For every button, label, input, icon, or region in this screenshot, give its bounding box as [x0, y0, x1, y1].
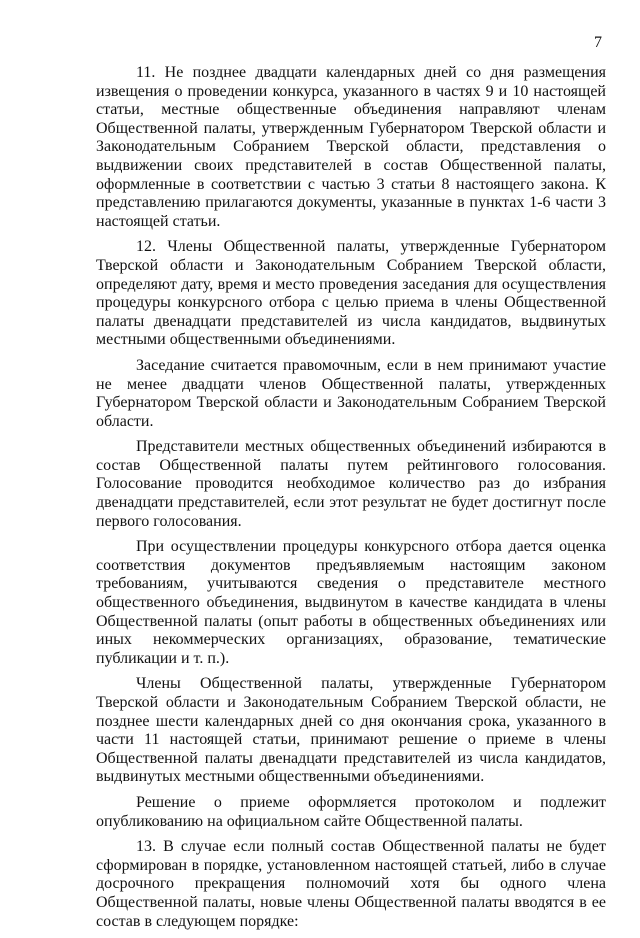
paragraph-voting: Представители местных общественных объединений избираются в состав Общественной палаты путем рейтингового голосования. Голосование проводится необходимое количество раз до избрания двенадцати представителей, если этот результат не будет достигнут после первого голосования.: [96, 438, 606, 530]
document-body: [96, 64, 606, 938]
page-number: 7: [594, 34, 602, 51]
paragraph-decision: Члены Общественной палаты, утвержденные Губернатором Тверской области и Законодательным Собранием Тверской области, не позднее шести календарных дней со дня окончания срока, указанного в части 11 настоящей статьи, принимают решение о приеме в члены Общественной палаты двенадцати представителей из числа кандидатов, выдвинутых местными общественными объединениями.: [96, 675, 606, 786]
paragraph-11: 11. Не позднее двадцати календарных дней со дня размещения извещения о проведении конкурса, указанного в частях 9 и 10 настоящей статьи, местные общественные объединения направляют членам Общественной палаты, утвержденным Губернатором Тверской области и Законодательным Собранием Тверской области, представления о выдвижении своих представителей в состав Общественной палаты, оформленные в соответствии с частью 3 статьи 8 настоящего закона. К представлению прилагаются документы, указанные в пунктах 1-6 части 3 настоящей статьи.: [96, 64, 606, 230]
paragraph-12: 12. Члены Общественной палаты, утвержденные Губернатором Тверской области и Законодательным Собранием Тверской области, определяют дату, время и место проведения заседания для осуществления процедуры конкурсного отбора с целью приема в члены Общественной палаты двенадцати представителей из числа кандидатов, выдвинутых местными общественными объединениями.: [96, 238, 606, 349]
paragraph-quorum: Заседание считается правомочным, если в нем принимают участие не менее двадцати членов Общественной палаты, утвержденных Губернатором Тверской области и Законодательным Собранием Тверской области.: [96, 356, 606, 430]
paragraph-protocol: Решение о приеме оформляется протоколом и подлежит опубликованию на официальном сайте Общественной палаты.: [96, 793, 606, 830]
paragraph-13: 13. В случае если полный состав Общественной палаты не будет сформирован в порядке, установленном настоящей статьей, либо в случае досрочного прекращения полномочий хотя бы одного члена Общественной палаты, новые члены Общественной палаты вводятся в ее состав в следующем порядке:: [96, 838, 606, 930]
paragraph-selection: При осуществлении процедуры конкурсного отбора дается оценка соответствия документов предъявляемым настоящим законом требованиям, учитываются сведения о представителе местного общественного объединения, выдвинутом в качестве кандидата в члены Общественной палаты (опыт работы в общественных объединениях или иных некоммерческих организациях, образование, тематические публикации и т. п.).: [96, 538, 606, 667]
